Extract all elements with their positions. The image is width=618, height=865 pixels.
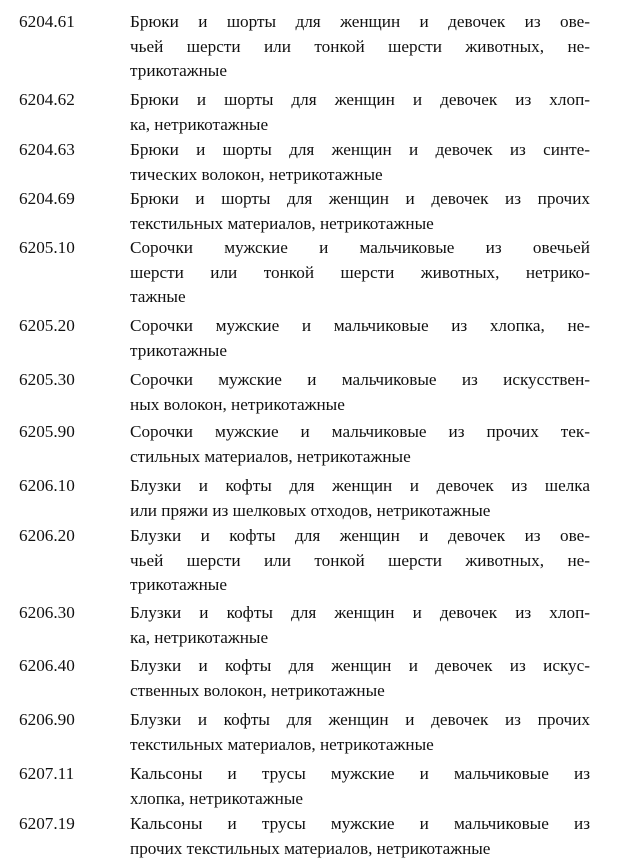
description-line: тических волокон, нетрикотажные: [130, 164, 383, 184]
entry-code: 6205.30: [19, 370, 75, 389]
description-line: текстильных материалов, нетрикотажные: [130, 734, 434, 754]
description-line: Кальсоны и трусы мужские и мальчиковые из: [130, 764, 590, 783]
entry-code: 6206.90: [19, 710, 75, 729]
entry-code: 6206.40: [19, 656, 75, 675]
description-line: ка, нетрикотажные: [130, 627, 269, 647]
description-line: Блузки и кофты для женщин и девочек из искус-: [130, 656, 590, 675]
description-line: Брюки и шорты для женщин и девочек из прочих: [130, 189, 590, 208]
entry-code: 6206.30: [19, 603, 75, 622]
description-line: Брюки и шорты для женщин и девочек из ове-: [130, 12, 590, 31]
description-line: Сорочки мужские и мальчиковые из искусствен-: [130, 370, 590, 389]
entry-description: [130, 368, 590, 417]
entry-description: [130, 138, 590, 187]
description-line: Блузки и кофты для женщин и девочек из хлоп-: [130, 603, 590, 622]
entry-description: [130, 236, 590, 310]
description-line: тажные: [130, 287, 186, 307]
entry-code: 6206.20: [19, 526, 75, 545]
description-line: Брюки и шорты для женщин и девочек из синте-: [130, 140, 590, 159]
description-line: шерсти или тонкой шерсти животных, нетрико-: [130, 262, 590, 282]
description-line: трикотажные: [130, 340, 227, 360]
entry-code: 6205.20: [19, 316, 75, 335]
entry-description: [130, 708, 590, 757]
entry-description: [130, 474, 590, 523]
description-line: трикотажные: [130, 61, 227, 81]
entry-code: 6207.11: [19, 764, 75, 783]
entry-code: 6204.61: [19, 12, 75, 31]
description-line: Блузки и кофты для женщин и девочек из прочих: [130, 710, 590, 729]
entry-description: [130, 314, 590, 363]
description-line: ных волокон, нетрикотажные: [130, 394, 345, 414]
entry-description: [130, 88, 590, 137]
description-line: чьей шерсти или тонкой шерсти животных, не-: [130, 36, 590, 56]
entry-code: 6204.62: [19, 90, 75, 109]
entry-description: [130, 762, 590, 811]
entry-code: 6205.10: [19, 238, 75, 257]
entry-description: [130, 420, 590, 469]
description-line: текстильных материалов, нетрикотажные: [130, 213, 434, 233]
description-line: Кальсоны и трусы мужские и мальчиковые из: [130, 814, 590, 833]
description-line: ственных волокон, нетрикотажные: [130, 680, 385, 700]
description-line: хлопка, нетрикотажные: [130, 788, 304, 808]
entry-description: [130, 187, 590, 236]
description-line: трикотажные: [130, 575, 227, 595]
entry-code: 6205.90: [19, 422, 75, 441]
description-line: прочих текстильных материалов, нетрикотажные: [130, 838, 491, 858]
description-line: Сорочки мужские и мальчиковые из овечьей: [130, 238, 590, 257]
entry-code: 6204.69: [19, 189, 75, 208]
description-line: Сорочки мужские и мальчиковые из прочих тек-: [130, 422, 590, 441]
entry-description: [130, 654, 590, 703]
description-line: Блузки и кофты для женщин и девочек из ове-: [130, 526, 590, 545]
entry-description: [130, 812, 590, 861]
entry-code: 6206.10: [19, 476, 75, 495]
description-line: чьей шерсти или тонкой шерсти животных, не-: [130, 550, 590, 570]
entry-description: [130, 601, 590, 650]
description-line: Блузки и кофты для женщин и девочек из шелка: [130, 476, 590, 495]
description-line: Брюки и шорты для женщин и девочек из хлоп-: [130, 90, 590, 109]
description-line: или пряжи из шелковых отходов, нетрикотажные: [130, 500, 491, 520]
description-line: Сорочки мужские и мальчиковые из хлопка, не-: [130, 316, 590, 335]
description-line: стильных материалов, нетрикотажные: [130, 446, 411, 466]
entry-code: 6207.19: [19, 814, 75, 833]
entry-description: [130, 10, 590, 84]
entry-description: [130, 524, 590, 598]
entry-code: 6204.63: [19, 140, 75, 159]
description-line: ка, нетрикотажные: [130, 114, 269, 134]
